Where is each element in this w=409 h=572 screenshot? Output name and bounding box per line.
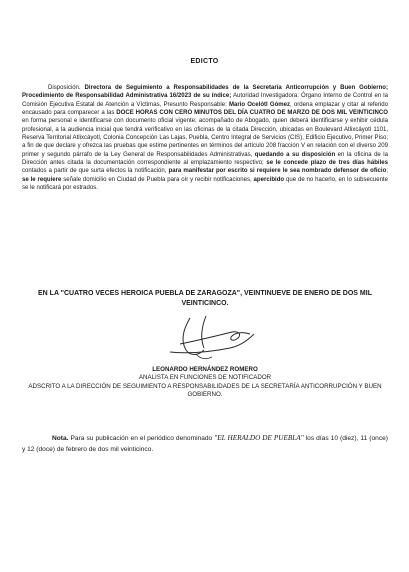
body-text-9: que de no hacerlo, en lo subsecuente se le notificará por estrados. — [22, 176, 388, 192]
body-term-granted: se le concede plazo de tres días hábiles — [266, 160, 388, 167]
body-warning: apercibido — [253, 176, 285, 183]
signer-role: ANALISTA EN FUNCIONES DE NOTIFICADOR — [138, 374, 272, 382]
body-respondent-name: Mario Ocelótl Gómez — [228, 101, 291, 108]
edict-body — [22, 84, 388, 192]
body-authority: Directora de Seguimiento a Responsabilidades de la Secretaría Anticorrupción y Buen Gobierno; Procedimiento de Responsabilidad Administrativa 16/2023 de su índice; — [22, 85, 389, 100]
body-text-6: contados a partir de que surta efectos la notificación, — [22, 168, 169, 175]
signer-name: LEONARDO HERNÁNDEZ ROMERO — [152, 366, 258, 373]
signer-office: ADSCRITO A LA DIRECCIÓN DE SEGUIMIENTO A RESPONSABILIDADES DE LA SECRETARÍA ANTICORRUPCIÓN Y BUEN GOBIERNO. — [28, 382, 382, 399]
body-text-5: en la oficina de la Dirección antes citada la documentación correspondiente al emplazamiento respectivo; — [22, 151, 388, 167]
body-text-4: en forma personal e identificarse con documento oficial vigente; acompañado de Abogado, quien deberá identificarse y exhibir cédula profesional, a la audiencia inicial que tendrá verificativo en las oficinas de la citada Dirección, ubicadas en Boulevard Atlixcáyotl 1101, Reserva Territorial Atlixcáyotl, Colonia Concepción Las Lajas, Puebla, Centro Integral de Servicios (CIS), Edificio Ejecutivo, Primer Piso; a fin de que declare y ofrezca las pruebas que estime pertinentes en términos del artículo 208 fracción V en relación con el diverso 209 primer y segundo párrafo de la Ley General de Responsabilidades Administrativas, — [22, 118, 388, 158]
body-text-1: Disposición. — [48, 85, 85, 91]
publication-note — [22, 433, 388, 455]
date-place-line: EN LA "CUATRO VECES HEROICA PUEBLA DE ZARAGOZA", VEINTINUEVE DE ENERO DE DOS MIL VEINTICINCO. — [38, 290, 372, 307]
body-hearing-datetime: DOCE HORAS CON CERO MINUTOS DEL DÍA CUATRO DE MARZO DE DOS MIL VEINTICINCO — [116, 110, 388, 117]
body-disposition: quedando a su disposición — [254, 151, 336, 158]
body-text-8: señale domicilio en Ciudad de Puebla para oír y recibir notificaciones, — [61, 176, 254, 183]
note-text-1: Para su publicación en el periódico denominado — [68, 435, 215, 442]
body-defender-request: para manifestar por escrito si requiere le sea nombrado defensor de oficio — [168, 168, 387, 175]
body-text-3: , ordena emplazar y citar al referido encausado para comparecer a las — [22, 101, 388, 117]
body-text-7: ; — [386, 168, 388, 175]
document-title: EDICTO — [190, 58, 219, 65]
body-text-2: Autoridad Investigadora: Órgano Interno de Control en la Comisión Ejecutiva Estatal de Atención a Víctimas, Presunto Responsable: — [22, 93, 388, 108]
note-text-2: los días 10 (diez), 11 (once) y 12 (doce) de febrero de dos mil veinticinco. — [22, 435, 389, 453]
note-label: Nota. — [52, 435, 69, 442]
handwritten-signature — [150, 310, 262, 362]
body-requirement: se le requiere — [22, 176, 62, 183]
signer-block — [22, 366, 388, 400]
note-newspaper: "EL HERALDO DE PUEBLA" — [214, 434, 304, 442]
